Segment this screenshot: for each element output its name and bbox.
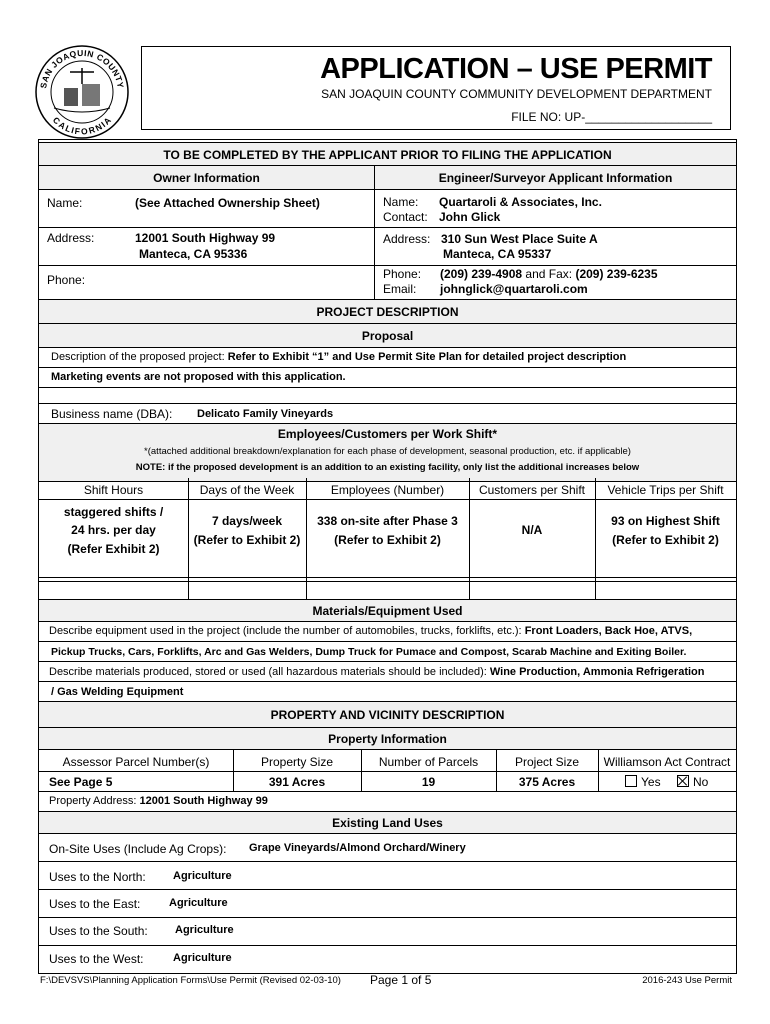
east-value: Agriculture	[169, 897, 228, 909]
east-row[interactable]	[39, 890, 736, 918]
owner-phone-label: Phone:	[47, 273, 86, 287]
days-line1: 7 days/week	[211, 514, 283, 528]
equipment-value1: Front Loaders, Back Hoe, ATVS,	[524, 625, 693, 637]
owner-address-line2[interactable]: Manteca, CA 95336	[139, 247, 248, 261]
onsite-row[interactable]	[39, 834, 736, 862]
engineer-contact-value[interactable]: John Glick	[439, 210, 501, 224]
engineer-email-value[interactable]: johnglick@quartaroli.com	[440, 282, 588, 296]
prop-col-divider-2	[361, 750, 362, 792]
engineer-fax-value: (209) 239-6235	[575, 267, 658, 281]
north-label: Uses to the North:	[49, 870, 146, 884]
footer-page: Page 1 of 5	[370, 973, 432, 987]
materials-row-2[interactable]	[39, 682, 736, 702]
engineer-name-label: Name:	[383, 195, 419, 209]
info-divider	[374, 166, 375, 300]
description-line	[51, 351, 626, 363]
description-value: Refer to Exhibit “1” and Use Permit Site Plan for detailed project description	[227, 351, 627, 363]
banner-row	[39, 142, 736, 166]
employees-heading-row	[39, 424, 736, 482]
description-label: Description of the proposed project:	[51, 351, 225, 363]
trips-line1: 93 on Highest Shift	[611, 514, 720, 528]
engineer-heading: Engineer/Surveyor Applicant Information	[438, 171, 673, 185]
engineer-address-line2[interactable]: Manteca, CA 95337	[443, 247, 552, 261]
shift-line2: 24 hrs. per day	[71, 523, 156, 537]
east-label: Uses to the East:	[49, 897, 141, 911]
shift-blank-row-1[interactable]	[39, 556, 736, 578]
page-title: APPLICATION – USE PERMIT	[320, 53, 712, 85]
col-shift-hours: Shift Hours	[83, 483, 144, 497]
equipment-row-1[interactable]	[39, 622, 736, 642]
header-box	[141, 46, 731, 130]
south-value: Agriculture	[175, 924, 234, 936]
onsite-value: Grape Vineyards/Almond Orchard/Winery	[249, 842, 466, 854]
proposal-heading-row	[39, 324, 736, 348]
shift-col-divider-3	[469, 478, 470, 600]
owner-name-label: Name:	[47, 196, 83, 210]
property-address-label: Property Address:	[49, 795, 137, 807]
materials-heading: Materials/Equipment Used	[312, 604, 463, 618]
shift-header-row	[39, 478, 736, 500]
engineer-phone-line[interactable]	[440, 267, 658, 281]
project-heading: PROJECT DESCRIPTION	[316, 305, 459, 319]
property-address-value: 12001 South Highway 99	[139, 795, 268, 807]
proposal-heading: Proposal	[361, 329, 414, 343]
engineer-address-label: Address:	[383, 232, 431, 246]
owner-name-value[interactable]: (See Attached Ownership Sheet)	[135, 196, 320, 210]
property-info-heading-row	[39, 728, 736, 750]
materials-line1	[49, 666, 704, 678]
col-days: Days of the Week	[199, 483, 295, 497]
parcels-value: 19	[421, 775, 436, 789]
shift-line3: (Refer Exhibit 2)	[67, 542, 160, 556]
shift-col-divider-4	[595, 478, 596, 600]
phone-row	[39, 266, 736, 300]
department-name: SAN JOAQUIN COUNTY COMMUNITY DEVELOPMENT DEPARTMENT	[321, 87, 712, 101]
blank-row[interactable]	[39, 388, 736, 404]
col-parcels: Number of Parcels	[378, 755, 479, 769]
property-address-line	[49, 795, 268, 807]
engineer-contact-label: Contact:	[383, 210, 428, 224]
col-customers: Customers per Shift	[478, 483, 586, 497]
engineer-name-value[interactable]: Quartaroli & Associates, Inc.	[439, 195, 602, 209]
county-seal	[34, 44, 130, 140]
north-row[interactable]	[39, 862, 736, 890]
file-number: FILE NO: UP-___________________	[511, 110, 712, 124]
west-label: Uses to the West:	[49, 952, 144, 966]
col-property-size: Property Size	[260, 755, 334, 769]
seal-text-bottom: CALIFORNIA	[50, 114, 114, 137]
banner-text: TO BE COMPLETED BY THE APPLICANT PRIOR TO FILING THE APPLICATION	[163, 148, 612, 162]
name-row	[39, 190, 736, 228]
engineer-email-label: Email:	[383, 282, 417, 296]
marketing-row[interactable]	[39, 368, 736, 388]
equipment-row-2[interactable]	[39, 642, 736, 662]
owner-heading: Owner Information	[153, 171, 260, 185]
property-heading: PROPERTY AND VICINITY DESCRIPTION	[270, 708, 505, 722]
employees-line1: 338 on-site after Phase 3	[317, 514, 458, 528]
footer-path: F:\DEVSVS\Planning Application Forms\Use Permit (Revised 02-03-10)	[40, 975, 341, 986]
employees-line2: (Refer to Exhibit 2)	[334, 533, 441, 547]
equipment-value2: Pickup Trucks, Cars, Forklifts, Arc and Gas Welders, Dump Truck for Pumace and Compost, Scarab Machine and Exiting Boiler.	[51, 646, 687, 658]
seal-text-top: SAN JOAQUIN COUNTY	[38, 47, 126, 90]
description-row[interactable]	[39, 348, 736, 368]
business-value[interactable]: Delicato Family Vineyards	[197, 408, 334, 420]
property-data-row[interactable]	[39, 772, 736, 792]
south-label: Uses to the South:	[49, 924, 148, 938]
shift-line1: staggered shifts /	[63, 505, 164, 519]
materials-label: Describe materials produced, stored or used (all hazardous materials should be included):	[49, 666, 487, 678]
col-williamson: Williamson Act Contract	[603, 755, 731, 769]
shift-blank-row-2[interactable]	[39, 578, 736, 600]
col-project-size: Project Size	[514, 755, 580, 769]
business-row	[39, 404, 736, 424]
business-label: Business name (DBA):	[51, 407, 173, 421]
prop-col-divider-3	[496, 750, 497, 792]
employees-heading: Employees/Customers per Work Shift*	[277, 427, 498, 441]
info-heading-row	[39, 166, 736, 190]
land-uses-heading-row	[39, 812, 736, 834]
materials-row-1[interactable]	[39, 662, 736, 682]
col-vehicle-trips: Vehicle Trips per Shift	[607, 483, 724, 497]
days-line2: (Refer to Exhibit 2)	[193, 533, 301, 547]
yes-checkbox[interactable]	[625, 775, 637, 787]
project-heading-row	[39, 300, 736, 324]
property-header-row	[39, 750, 736, 772]
employees-note2: NOTE: if the proposed development is an addition to an existing facility, only list the additional increases below	[135, 462, 640, 473]
land-uses-heading: Existing Land Uses	[332, 816, 443, 830]
property-address-row[interactable]	[39, 792, 736, 812]
col-apn: Assessor Parcel Number(s)	[62, 755, 210, 769]
apn-value: See Page 5	[49, 775, 113, 789]
trips-line2: (Refer to Exhibit 2)	[612, 533, 719, 547]
property-info-heading: Property Information	[328, 732, 447, 746]
west-row[interactable]	[39, 946, 736, 973]
footer-ref: 2016-243 Use Permit	[642, 975, 732, 986]
engineer-address-line1[interactable]: 310 Sun West Place Suite A	[441, 232, 598, 246]
equipment-line1	[49, 625, 692, 637]
onsite-label: On-Site Uses (Include Ag Crops):	[49, 842, 227, 856]
shift-col-divider-1	[188, 478, 189, 600]
marketing-note: Marketing events are not proposed with this application.	[51, 371, 346, 383]
yes-label: Yes	[641, 775, 661, 789]
project-size-value: 375 Acres	[518, 775, 576, 789]
property-heading-row	[39, 702, 736, 728]
equipment-label: Describe equipment used in the project (include the number of automobiles, trucks, forklifts, etc.):	[49, 625, 522, 637]
no-checkbox[interactable]	[677, 775, 689, 787]
south-row[interactable]	[39, 918, 736, 946]
williamson-no[interactable]	[677, 775, 708, 789]
west-value: Agriculture	[173, 952, 232, 964]
owner-address-label: Address:	[47, 231, 95, 245]
engineer-phone-label: Phone:	[383, 267, 422, 281]
williamson-yes[interactable]	[625, 775, 661, 789]
prop-col-divider-4	[598, 750, 599, 792]
engineer-phone-value: (209) 239-4908	[440, 267, 523, 281]
address-row	[39, 228, 736, 266]
employees-note1: *(attached additional breakdown/explanation for each phase of development, seasonal production, etc. if applicable)	[144, 446, 631, 457]
property-size-value: 391 Acres	[268, 775, 326, 789]
north-value: Agriculture	[173, 870, 232, 882]
materials-heading-row	[39, 600, 736, 622]
owner-address-line1[interactable]: 12001 South Highway 99	[135, 231, 276, 245]
customers-value: N/A	[521, 523, 543, 537]
application-form	[38, 139, 737, 974]
shift-col-divider-2	[306, 478, 307, 600]
materials-value2: / Gas Welding Equipment	[51, 686, 184, 698]
materials-value1: Wine Production, Ammonia Refrigeration	[489, 666, 705, 678]
col-employees: Employees (Number)	[330, 483, 445, 497]
no-label: No	[693, 775, 709, 789]
prop-col-divider-1	[233, 750, 234, 792]
engineer-fax-label: and Fax:	[525, 267, 573, 281]
